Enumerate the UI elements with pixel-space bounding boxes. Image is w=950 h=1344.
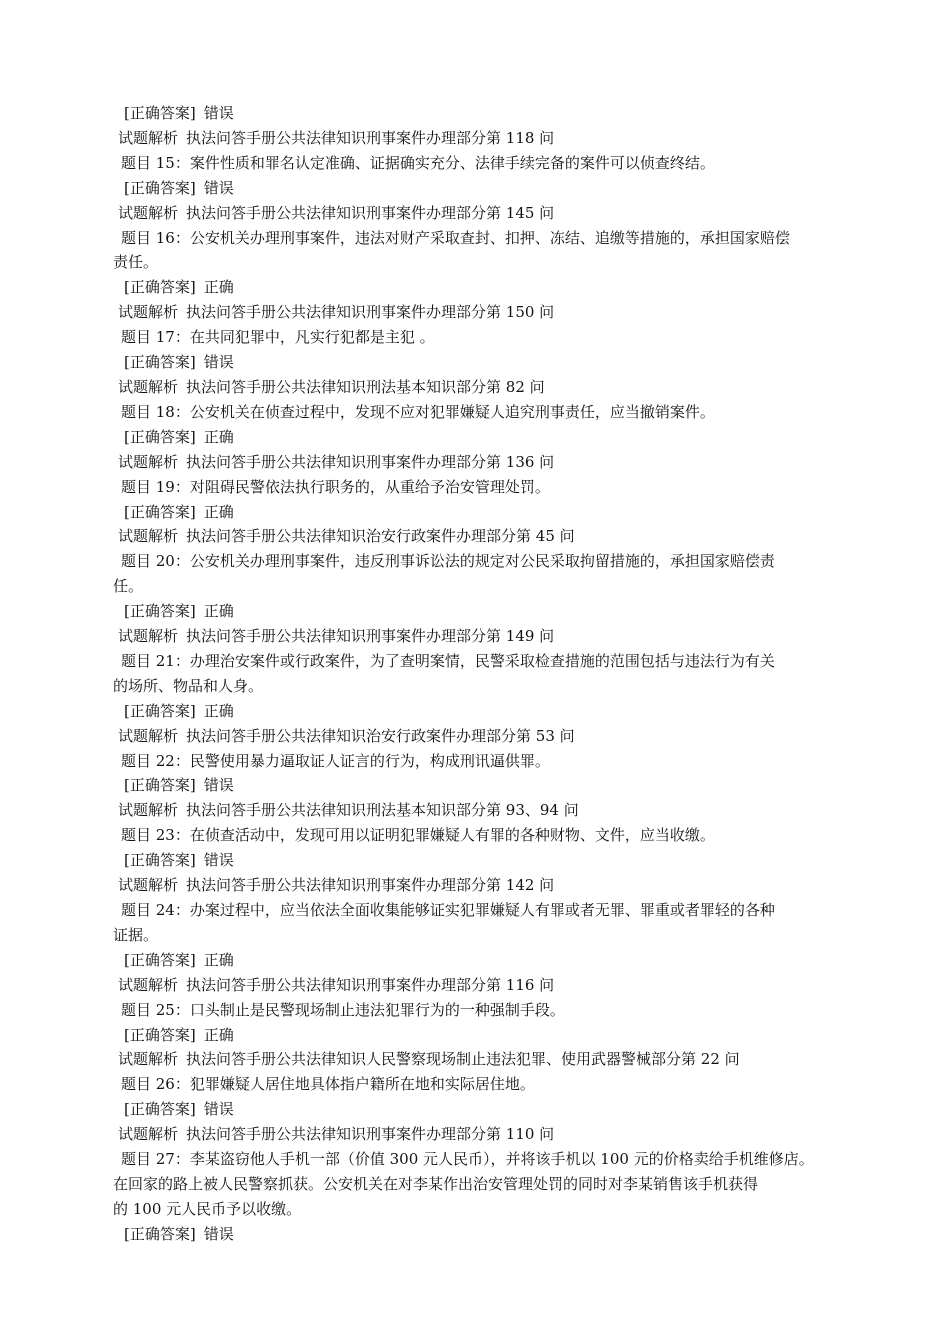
- answer-value: 错误: [203, 353, 234, 372]
- explanation-value: 执法问答手册公共法律知识刑事案件办理部分第 145 问: [186, 203, 555, 222]
- answer-label: [正确答案]: [124, 701, 196, 720]
- answer-label: [正确答案]: [124, 1224, 196, 1243]
- answer-value: 正确: [203, 602, 234, 621]
- explanation-label: 试题解析: [118, 1050, 179, 1069]
- answer-line: [113, 1222, 853, 1247]
- question-line: 题目 25：口头制止是民警现场制止违法犯罪行为的一种强制手段。: [121, 1000, 565, 1019]
- answer-value: 正确: [203, 1025, 234, 1044]
- question-continuation: 的场所、物品和人身。: [113, 676, 264, 695]
- answer-label: [正确答案]: [124, 1100, 196, 1119]
- answer-line: [113, 773, 853, 798]
- question-text: [113, 998, 853, 1023]
- answer-label: [正确答案]: [124, 104, 196, 122]
- explanation-line: [113, 1047, 853, 1072]
- question-text: [113, 1072, 853, 1097]
- explanation-label: 试题解析: [118, 876, 179, 895]
- question-continuation: 任。: [113, 577, 144, 596]
- answer-line: [113, 176, 853, 201]
- question-line: 题目 19：对阻碍民警依法执行职务的，从重给予治安管理处罚。: [121, 477, 550, 496]
- answer-value: 错误: [203, 776, 234, 795]
- question-text: [113, 1147, 853, 1222]
- question-line: 题目 26：犯罪嫌疑人居住地具体指户籍所在地和实际居住地。: [121, 1075, 535, 1094]
- question-continuation: 证据。: [113, 925, 159, 944]
- question-line: 题目 24：办案过程中，应当依法全面收集能够证实犯罪嫌疑人有罪或者无罪、罪重或者罪轻的各种: [121, 901, 775, 919]
- answer-line: [113, 101, 853, 126]
- answer-label: [正确答案]: [124, 776, 196, 795]
- answer-line: [113, 948, 853, 973]
- question-line: 题目 27：李某盗窃他人手机一部（价值 300 元人民币），并将该手机以 100 元的价格卖给手机维修店。: [121, 1150, 814, 1169]
- answer-value: 错误: [203, 1224, 234, 1243]
- question-text: [113, 325, 853, 350]
- explanation-line: [113, 873, 853, 898]
- explanation-value: 执法问答手册公共法律知识刑事案件办理部分第 142 问: [186, 876, 555, 895]
- question-continuation: 责任。: [113, 253, 159, 272]
- answer-label: [正确答案]: [124, 602, 196, 621]
- explanation-value: 执法问答手册公共法律知识刑事案件办理部分第 116 问: [186, 975, 555, 994]
- question-text: [113, 649, 853, 699]
- explanation-label: 试题解析: [118, 975, 179, 994]
- answer-value: 正确: [203, 427, 234, 446]
- explanation-value: 执法问答手册公共法律知识刑事案件办理部分第 149 问: [186, 627, 555, 646]
- explanation-value: 执法问答手册公共法律知识刑法基本知识部分第 82 问: [186, 377, 545, 396]
- explanation-value: 执法问答手册公共法律知识刑事案件办理部分第 118 问: [186, 128, 555, 147]
- answer-line: [113, 599, 853, 624]
- explanation-label: 试题解析: [118, 726, 179, 745]
- question-text: [113, 475, 853, 500]
- answer-label: [正确答案]: [124, 851, 196, 870]
- explanation-line: [113, 1122, 853, 1147]
- answer-value: 错误: [203, 851, 234, 870]
- answer-line: [113, 1023, 853, 1048]
- explanation-line: [113, 624, 853, 649]
- answer-value: 错误: [203, 104, 234, 122]
- document-body: [113, 101, 853, 1247]
- answer-label: [正确答案]: [124, 278, 196, 297]
- answer-value: 正确: [203, 278, 234, 297]
- explanation-label: 试题解析: [118, 452, 179, 471]
- explanation-line: [113, 201, 853, 226]
- question-line: 题目 17：在共同犯罪中，凡实行犯都是主犯 。: [121, 328, 435, 347]
- question-text: [113, 898, 853, 948]
- question-text: [113, 749, 853, 774]
- question-line: 题目 22：民警使用暴力逼取证人证言的行为，构成刑讯逼供罪。: [121, 751, 550, 770]
- explanation-label: 试题解析: [118, 527, 179, 546]
- answer-label: [正确答案]: [124, 427, 196, 446]
- answer-value: 正确: [203, 502, 234, 521]
- question-continuation: 在回家的路上被人民警察抓获。公安机关在对李某作出治安管理处罚的同时对李某销售该手机获得 的 100 元人民币予以收缴。: [113, 1174, 759, 1218]
- question-text: [113, 823, 853, 848]
- answer-line: [113, 848, 853, 873]
- explanation-label: 试题解析: [118, 801, 179, 820]
- answer-value: 正确: [203, 701, 234, 720]
- explanation-value: 执法问答手册公共法律知识刑法基本知识部分第 93、94 问: [186, 801, 579, 820]
- answer-line: [113, 1097, 853, 1122]
- explanation-value: 执法问答手册公共法律知识治安行政案件办理部分第 45 问: [186, 527, 575, 546]
- explanation-value: 执法问答手册公共法律知识人民警察现场制止违法犯罪、使用武器警械部分第 22 问: [186, 1050, 740, 1069]
- question-line: 题目 23：在侦查活动中，发现可用以证明犯罪嫌疑人有罪的各种财物、文件，应当收缴。: [121, 826, 715, 845]
- answer-line: [113, 500, 853, 525]
- explanation-line: [113, 375, 853, 400]
- explanation-line: [113, 300, 853, 325]
- answer-value: 正确: [203, 950, 234, 969]
- explanation-value: 执法问答手册公共法律知识刑事案件办理部分第 136 问: [186, 452, 555, 471]
- answer-line: [113, 275, 853, 300]
- explanation-label: 试题解析: [118, 377, 179, 396]
- answer-label: [正确答案]: [124, 950, 196, 969]
- explanation-value: 执法问答手册公共法律知识刑事案件办理部分第 110 问: [186, 1125, 555, 1144]
- question-line: 题目 20：公安机关办理刑事案件，违反刑事诉讼法的规定对公民采取拘留措施的，承担国家赔偿责: [121, 552, 775, 571]
- explanation-value: 执法问答手册公共法律知识刑事案件办理部分第 150 问: [186, 303, 555, 322]
- explanation-line: [113, 724, 853, 749]
- explanation-line: [113, 450, 853, 475]
- explanation-label: 试题解析: [118, 203, 179, 222]
- explanation-line: [113, 524, 853, 549]
- question-line: 题目 16：公安机关办理刑事案件，违法对财产采取查封、扣押、冻结、追缴等措施的，承担国家赔偿: [121, 228, 790, 247]
- question-line: 题目 15：案件性质和罪名认定准确、证据确实充分、法律手续完备的案件可以侦查终结。: [121, 153, 715, 172]
- question-text: [113, 151, 853, 176]
- explanation-line: [113, 973, 853, 998]
- answer-line: [113, 350, 853, 375]
- question-line: 题目 18：公安机关在侦查过程中，发现不应对犯罪嫌疑人追究刑事责任，应当撤销案件。: [121, 402, 715, 421]
- answer-value: 错误: [203, 178, 234, 197]
- question-text: [113, 549, 853, 599]
- explanation-label: 试题解析: [118, 627, 179, 646]
- answer-label: [正确答案]: [124, 353, 196, 372]
- explanation-label: 试题解析: [118, 303, 179, 322]
- explanation-value: 执法问答手册公共法律知识治安行政案件办理部分第 53 问: [186, 726, 575, 745]
- question-text: [113, 226, 853, 276]
- explanation-label: 试题解析: [118, 1125, 179, 1144]
- answer-line: [113, 699, 853, 724]
- answer-label: [正确答案]: [124, 502, 196, 521]
- answer-label: [正确答案]: [124, 178, 196, 197]
- explanation-label: 试题解析: [118, 128, 179, 147]
- answer-label: [正确答案]: [124, 1025, 196, 1044]
- question-text: [113, 400, 853, 425]
- answer-value: 错误: [203, 1100, 234, 1119]
- question-line: 题目 21：办理治安案件或行政案件，为了查明案情，民警采取检查措施的范围包括与违法行为有关: [121, 651, 775, 670]
- answer-line: [113, 425, 853, 450]
- explanation-line: [113, 798, 853, 823]
- explanation-line: [113, 126, 853, 151]
